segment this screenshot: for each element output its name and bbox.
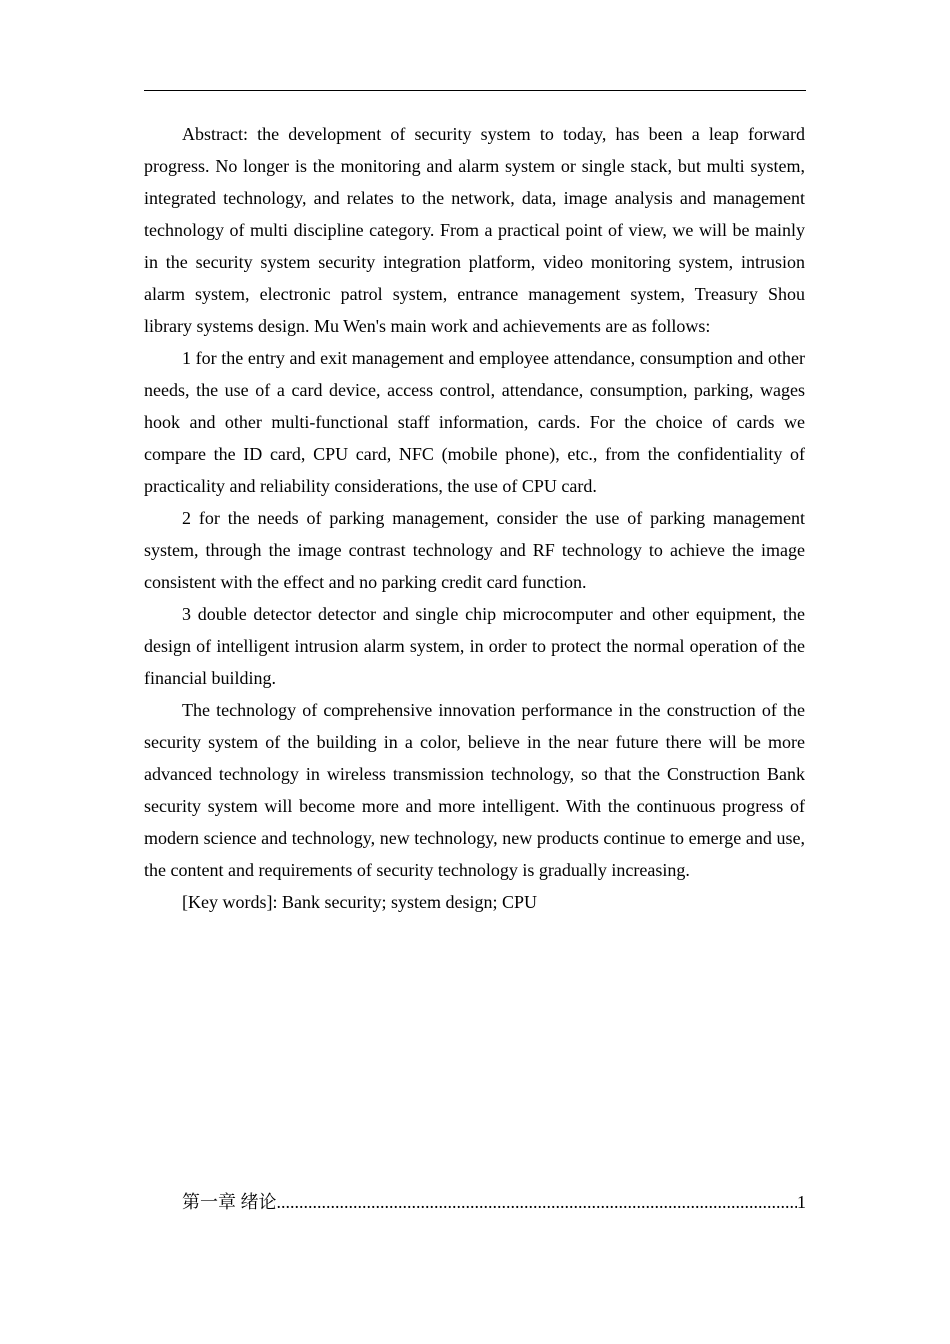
abstract-body bbox=[144, 118, 805, 918]
abstract-paragraph: Abstract: the development of security system to today, has been a leap forward progress. No longer is the monitoring and alarm system or single stack, but multi system, integrated technology, and relates to the network, data, image analysis and management technology of multi discipline category. From a practical point of view, we will be mainly in the security system security integration platform, video monitoring system, intrusion alarm system, electronic patrol system, entrance management system, Treasury Shou library systems design. Mu Wen's main work and achievements are as follows: bbox=[144, 124, 805, 336]
toc-entry-page: 1 bbox=[797, 1192, 806, 1212]
abstract-paragraph: 1 for the entry and exit management and employee attendance, consumption and other needs, the use of a card device, access control, attendance, consumption, parking, wages hook and other multi-functional staff information, cards. For the choice of cards we compare the ID card, CPU card, NFC (mobile phone), etc., from the confidentiality of practicality and reliability considerations, the use of CPU card. bbox=[144, 348, 805, 496]
toc-entry-title: 第一章 绪论 bbox=[182, 1192, 277, 1212]
abstract-paragraph: 2 for the needs of parking management, consider the use of parking management system, through the image contrast technology and RF technology to achieve the image consistent with the effect and no parking credit card function. bbox=[144, 508, 805, 592]
abstract-paragraph: The technology of comprehensive innovation performance in the construction of the security system of the building in a color, believe in the near future there will be more advanced technology in wireless transmission technology, so that the Construction Bank security system will become more and more intelligent. With the continuous progress of modern science and technology, new technology, new products continue to emerge and use, the content and requirements of security technology is gradually increasing. bbox=[144, 700, 805, 880]
header-rule bbox=[144, 90, 806, 91]
toc-leader-dots bbox=[277, 1186, 798, 1218]
keywords: [Key words]: Bank security; system design; CPU bbox=[182, 892, 537, 912]
abstract-paragraph: 3 double detector detector and single chip microcomputer and other equipment, the design of intelligent intrusion alarm system, in order to protect the normal operation of the financial building. bbox=[144, 604, 805, 688]
toc-entry[interactable] bbox=[182, 1186, 806, 1218]
